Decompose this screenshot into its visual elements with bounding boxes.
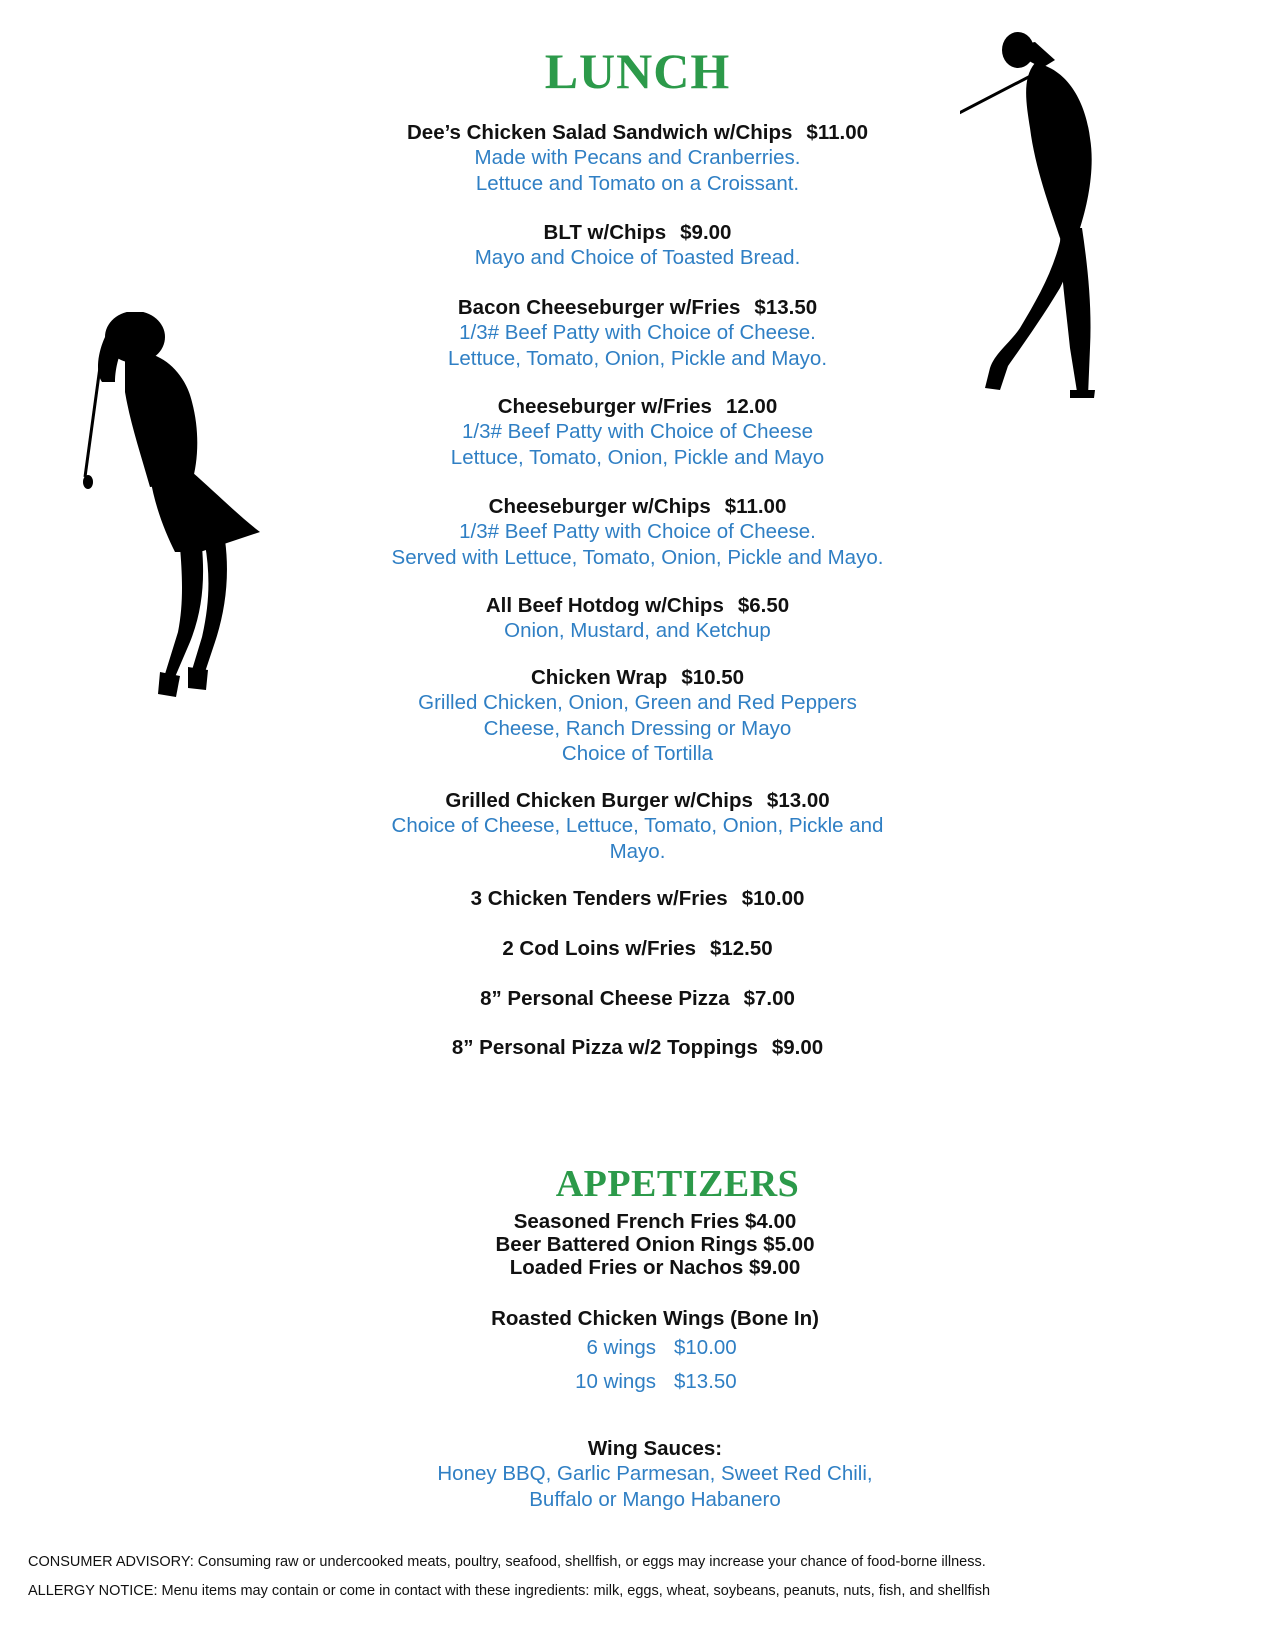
- appetizer-item: Seasoned French Fries $4.00: [513, 1210, 797, 1233]
- item-description: Mayo.: [609, 839, 666, 863]
- menu-item: [0, 220, 1275, 271]
- item-description: 1/3# Beef Patty with Choice of Cheese.: [459, 321, 816, 344]
- item-name: Grilled Chicken Burger w/Chips: [445, 789, 753, 812]
- item-price: $9.00: [771, 1036, 824, 1059]
- wing-sauces-title: Wing Sauces:: [587, 1437, 723, 1460]
- item-name: 8” Personal Pizza w/2 Toppings: [451, 1036, 758, 1059]
- menu-item: [0, 593, 1275, 644]
- wing-option: [0, 1331, 1275, 1365]
- item-description: 1/3# Beef Patty with Choice of Cheese: [462, 420, 813, 443]
- item-price: $13.00: [766, 789, 830, 812]
- consumer-advisory: CONSUMER ADVISORY: Consuming raw or undercooked meats, poultry, seafood, shellfish, or eggs may increase your chance of food-borne illness.: [28, 1554, 986, 1570]
- menu-item: [0, 665, 1275, 767]
- item-description: Lettuce, Tomato, Onion, Pickle and Mayo: [450, 445, 825, 469]
- menu-item: [0, 295, 1275, 371]
- item-name-line: [0, 665, 1275, 690]
- item-name-line: [0, 986, 1275, 1011]
- item-name: 3 Chicken Tenders w/Fries: [470, 887, 728, 910]
- item-price: $9.00: [680, 221, 732, 244]
- menu-item: [0, 886, 1275, 911]
- wing-price: $10.00: [674, 1336, 737, 1359]
- item-price: $13.50: [754, 296, 818, 319]
- menu-item: [0, 986, 1275, 1011]
- item-description: Choice of Cheese, Lettuce, Tomato, Onion, Pickle and: [391, 814, 884, 837]
- item-price: $7.00: [743, 987, 795, 1010]
- item-description: Lettuce, Tomato, Onion, Pickle and Mayo.: [447, 346, 828, 370]
- menu-item: [0, 936, 1275, 961]
- wings-title: Roasted Chicken Wings (Bone In): [491, 1307, 819, 1330]
- item-description: Grilled Chicken, Onion, Green and Red Peppers: [418, 691, 857, 714]
- menu-item: [0, 494, 1275, 570]
- item-description: Cheese, Ranch Dressing or Mayo: [483, 716, 792, 740]
- item-name-line: [0, 788, 1275, 813]
- wing-option: [0, 1365, 1275, 1399]
- item-description: Choice of Tortilla: [561, 742, 714, 765]
- item-name-line: [0, 295, 1275, 320]
- menu-item: [0, 394, 1275, 470]
- appetizer-list: [0, 1210, 1275, 1279]
- wing-sauces-section: [0, 1436, 1275, 1512]
- menu-item: [0, 1035, 1275, 1060]
- menu-item: [0, 788, 1275, 864]
- item-price: 12.00: [725, 395, 778, 418]
- item-name-line: [0, 120, 1275, 145]
- item-description: Made with Pecans and Cranberries.: [474, 146, 801, 169]
- item-price: $12.50: [709, 937, 773, 960]
- wing-count: 10 wings: [575, 1370, 656, 1393]
- item-name: 2 Cod Loins w/Fries: [502, 937, 696, 960]
- item-price: $10.50: [681, 666, 745, 689]
- lunch-heading: LUNCH: [544, 43, 731, 99]
- item-name: Dee’s Chicken Salad Sandwich w/Chips: [406, 121, 793, 144]
- item-price: $11.00: [806, 121, 868, 144]
- item-name: Bacon Cheeseburger w/Fries: [457, 296, 741, 319]
- item-name-line: [0, 1035, 1275, 1060]
- item-name-line: [0, 494, 1275, 519]
- item-price: $10.00: [741, 887, 805, 910]
- item-price: $6.50: [737, 594, 790, 617]
- item-description: Lettuce and Tomato on a Croissant.: [475, 171, 800, 195]
- menu-item: [0, 120, 1275, 196]
- item-name-line: [0, 886, 1275, 911]
- item-name: 8” Personal Cheese Pizza: [480, 987, 730, 1010]
- item-name-line: [0, 936, 1275, 961]
- item-description: 1/3# Beef Patty with Choice of Cheese.: [459, 520, 816, 543]
- wing-sauces-list: Honey BBQ, Garlic Parmesan, Sweet Red Chili,: [437, 1462, 873, 1485]
- item-name: All Beef Hotdog w/Chips: [485, 594, 724, 617]
- item-name: Cheeseburger w/Fries: [497, 395, 712, 418]
- item-name-line: [0, 394, 1275, 419]
- wing-price: $13.50: [674, 1370, 737, 1393]
- allergy-notice: ALLERGY NOTICE: Menu items may contain or come in contact with these ingredients: milk, eggs, wheat, soybeans, peanuts, nuts, fish, and shellfish: [28, 1583, 991, 1599]
- appetizer-item: Beer Battered Onion Rings $5.00: [495, 1233, 815, 1256]
- appetizers-heading: APPETIZERS: [555, 1163, 800, 1205]
- wing-sauces-list: Buffalo or Mango Habanero: [529, 1487, 781, 1511]
- item-price: $11.00: [724, 495, 787, 518]
- item-name-line: [0, 593, 1275, 618]
- item-name: Chicken Wrap: [530, 666, 668, 689]
- item-description: Served with Lettuce, Tomato, Onion, Pickle and Mayo.: [391, 545, 884, 569]
- item-name-line: [0, 220, 1275, 245]
- appetizer-item: Loaded Fries or Nachos $9.00: [509, 1256, 801, 1279]
- item-name: Cheeseburger w/Chips: [488, 495, 711, 518]
- item-description: Onion, Mustard, and Ketchup: [504, 619, 771, 642]
- item-name: BLT w/Chips: [543, 221, 667, 244]
- item-description: Mayo and Choice of Toasted Bread.: [474, 246, 801, 269]
- wing-count: 6 wings: [586, 1336, 656, 1359]
- wings-section: [0, 1306, 1275, 1399]
